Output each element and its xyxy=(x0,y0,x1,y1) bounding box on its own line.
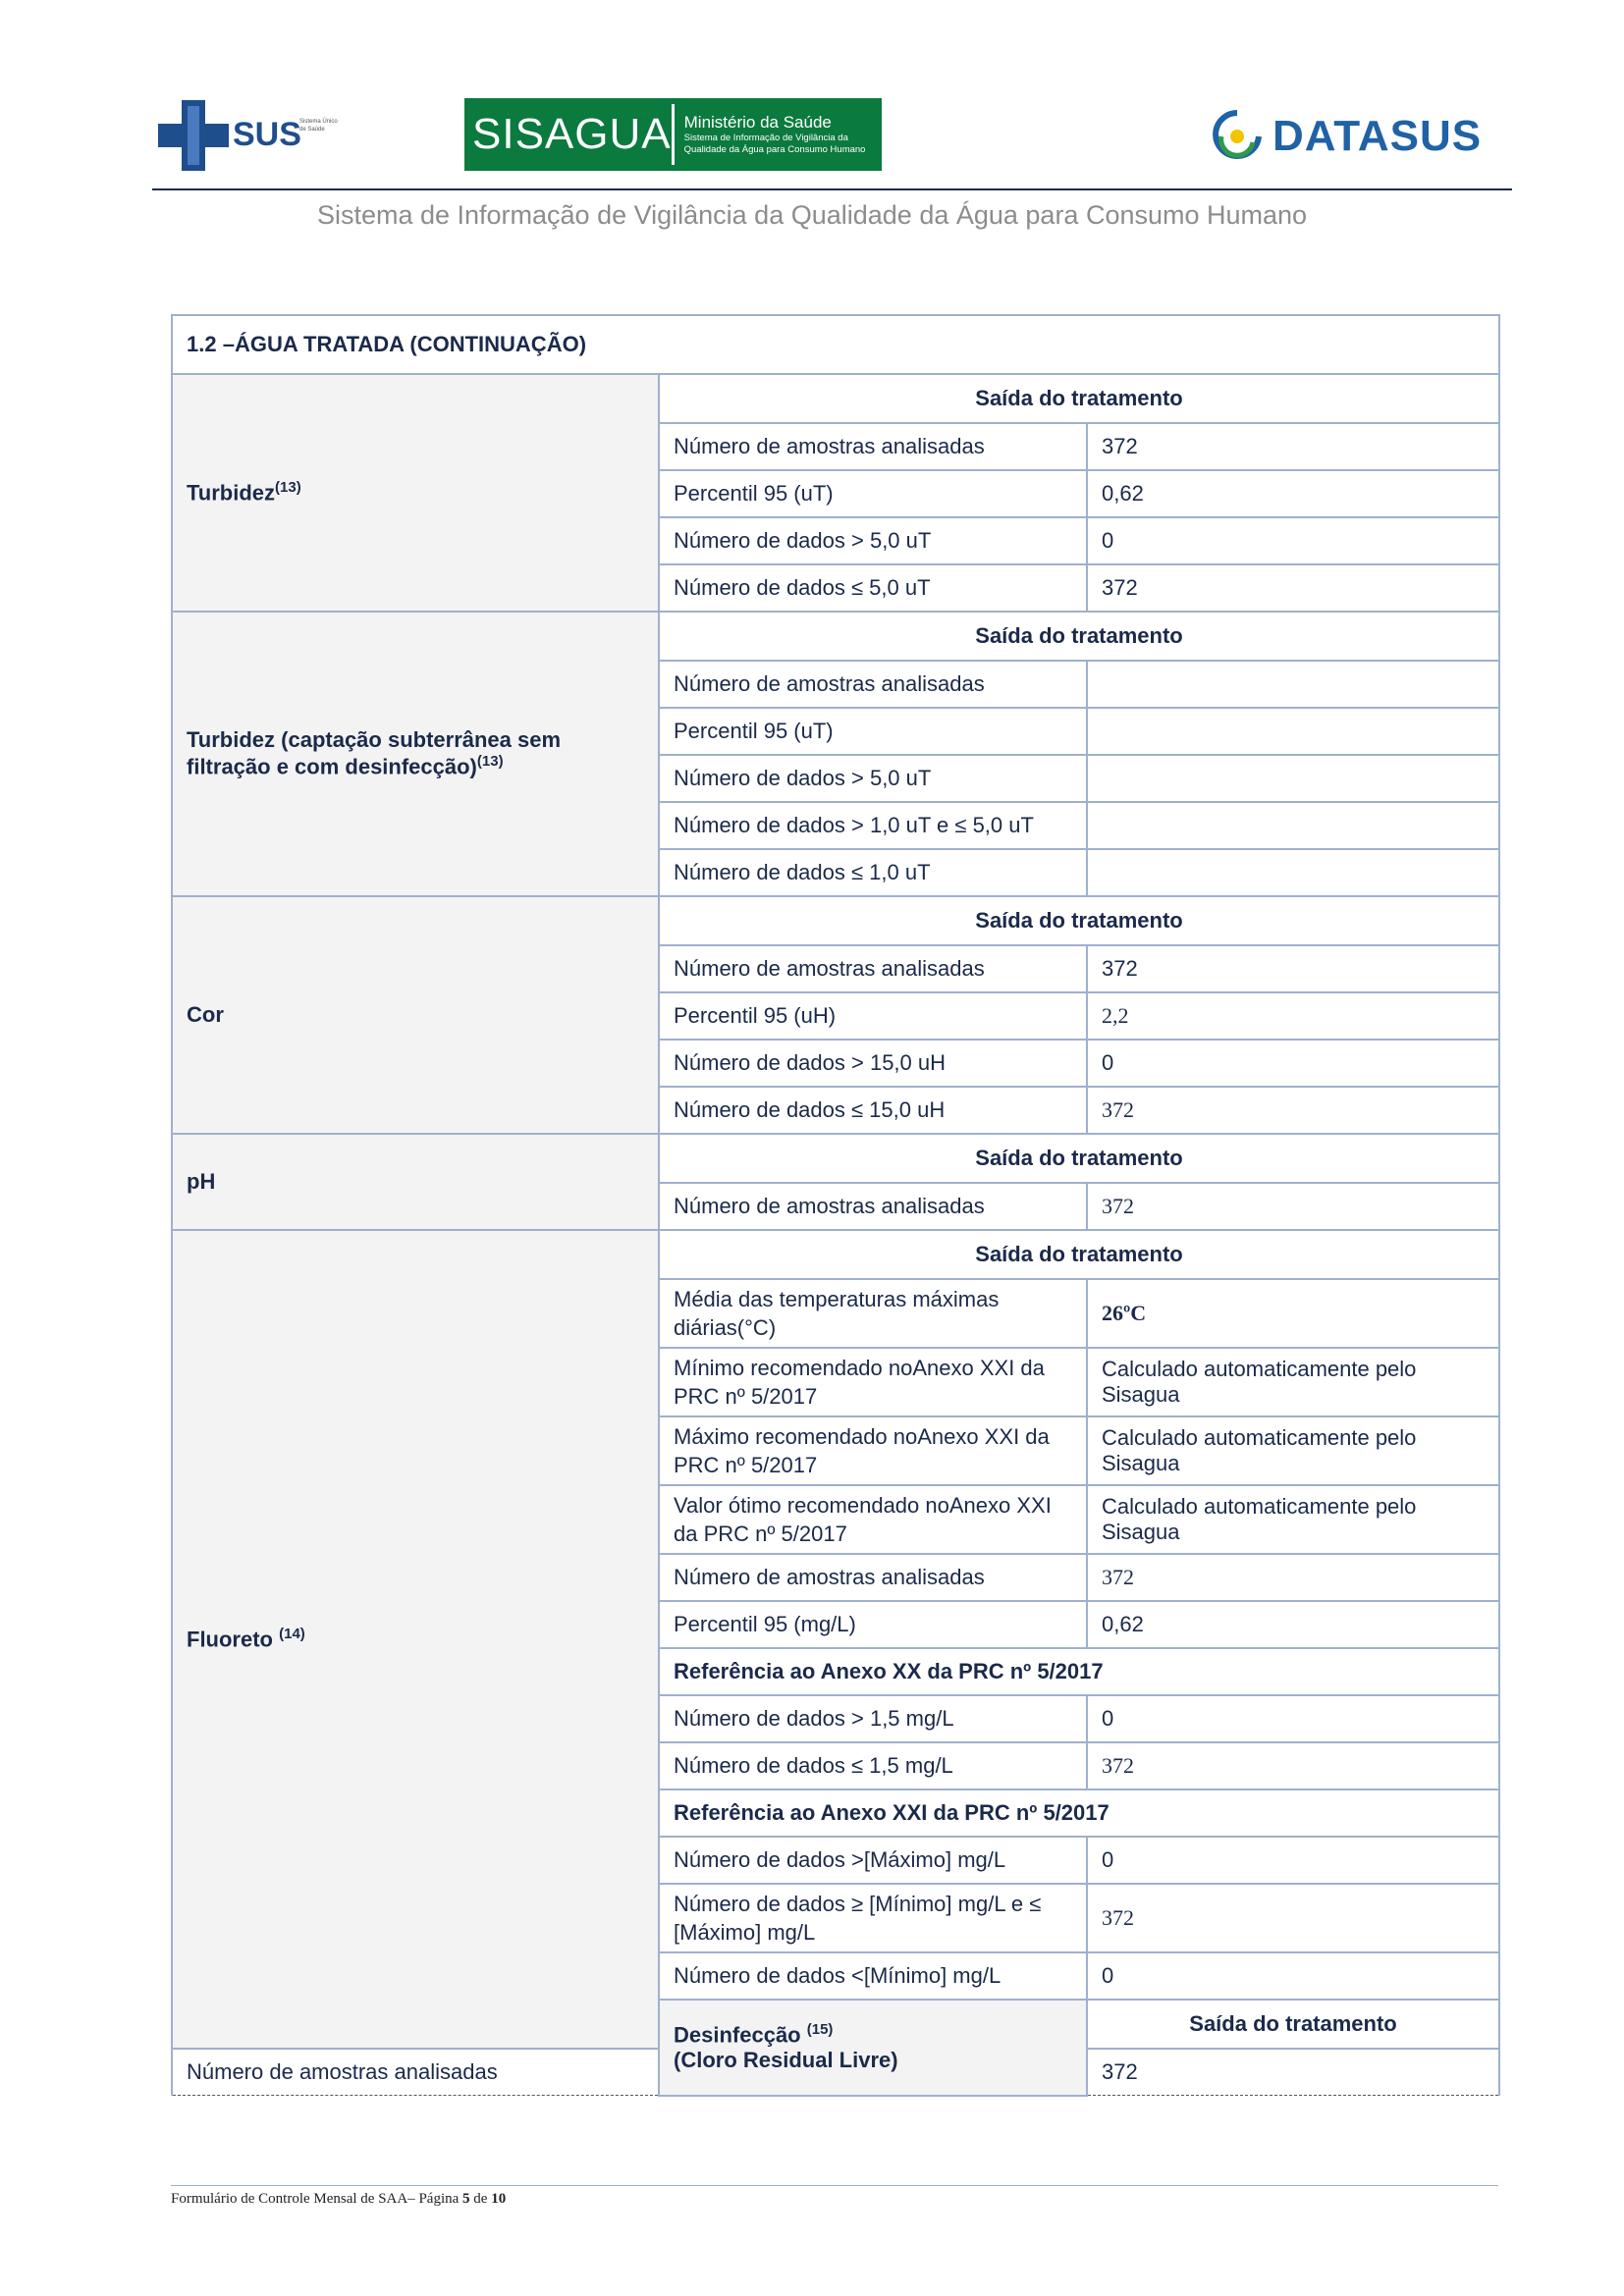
row-label: Número de dados > 5,0 uT xyxy=(659,755,1087,802)
row-value: Calculado automaticamente pelo Sisagua xyxy=(1087,1348,1499,1416)
datasus-swirl-icon xyxy=(1210,107,1265,166)
row-label: Número de amostras analisadas xyxy=(659,1183,1087,1230)
row-label: Mínimo recomendado noAnexo XXI da PRC nº 5/2017 xyxy=(659,1348,1087,1416)
row-label: Percentil 95 (uT) xyxy=(659,708,1087,755)
sus-logo-sub: Sistema Único de Saúde xyxy=(299,119,338,133)
param-fluoreto: Fluoreto $^{(14)}$ xyxy=(172,1230,659,2049)
row-value: 372 xyxy=(1087,1087,1499,1134)
param-desinfeccao: Desinfecção $^{(15)}$ (Cloro Residual Livre) xyxy=(659,2000,1087,2096)
sisagua-logo xyxy=(464,98,882,171)
row-value: 372 xyxy=(1087,2049,1499,2096)
row-value: 372 xyxy=(1087,1884,1499,1952)
row-label: Valor ótimo recomendado noAnexo XXI da PRC nº 5/2017 xyxy=(659,1485,1087,1554)
row-value xyxy=(1087,849,1499,896)
row-label: Máximo recomendado noAnexo XXI da PRC nº 5/2017 xyxy=(659,1416,1087,1485)
row-label: Número de dados > 15,0 uH xyxy=(659,1040,1087,1087)
datasus-word: DATASUS xyxy=(1272,112,1483,160)
row-label: Número de amostras analisadas xyxy=(659,423,1087,470)
row-value xyxy=(1087,708,1499,755)
row-label: Número de dados > 1,5 mg/L xyxy=(659,1695,1087,1742)
saida-header: Saída do tratamento xyxy=(659,1134,1499,1183)
page-footer: Formulário de Controle Mensal de SAA– Página 5 de 10 xyxy=(171,2191,507,2207)
row-value: 0 xyxy=(1087,1040,1499,1087)
row-value xyxy=(1087,755,1499,802)
water-quality-table xyxy=(171,314,1500,2097)
row-value: 372 xyxy=(1087,423,1499,470)
reference-anexo-xx: Referência ao Anexo XX da PRC nº 5/2017 xyxy=(659,1648,1499,1695)
row-label: Número de dados ≥ [Mínimo] mg/L e ≤ [Máximo] mg/L xyxy=(659,1884,1087,1952)
saida-header: Saída do tratamento xyxy=(659,896,1499,945)
sus-logo xyxy=(154,96,341,175)
row-label: Número de dados ≤ 15,0 uH xyxy=(659,1087,1087,1134)
datasus-logo xyxy=(1210,102,1494,171)
row-value: 26ºC xyxy=(1087,1279,1499,1348)
row-label: Número de dados >[Máximo] mg/L xyxy=(659,1837,1087,1884)
row-value: 372 xyxy=(1087,1742,1499,1789)
saida-header: Saída do tratamento xyxy=(659,1230,1499,1279)
saida-header: Saída do tratamento xyxy=(1087,2000,1499,2049)
row-value: 0,62 xyxy=(1087,1601,1499,1648)
row-value: 0 xyxy=(1087,1952,1499,2000)
row-label: Número de amostras analisadas xyxy=(659,661,1087,708)
param-turbidez-subterranea: Turbidez (captação subterrânea sem filtração e com desinfecção)$^{(13)}$ xyxy=(172,612,659,896)
row-label: Percentil 95 (uT) xyxy=(659,470,1087,517)
row-value: Calculado automaticamente pelo Sisagua xyxy=(1087,1485,1499,1554)
row-value xyxy=(1087,802,1499,849)
row-label: Percentil 95 (mg/L) xyxy=(659,1601,1087,1648)
footer-divider xyxy=(171,2185,1498,2186)
sisagua-sub: Sistema de Informação de Vigilância da Qualidade da Água para Consumo Humano xyxy=(683,133,866,155)
row-label: Número de dados <[Mínimo] mg/L xyxy=(659,1952,1087,2000)
row-label: Número de dados ≤ 1,0 uT xyxy=(659,849,1087,896)
saida-header: Saída do tratamento xyxy=(659,612,1499,661)
row-label: Número de amostras analisadas xyxy=(659,945,1087,992)
row-value xyxy=(1087,661,1499,708)
row-value: 2,2 xyxy=(1087,992,1499,1040)
sisagua-ministry: Ministério da Saúde xyxy=(683,113,832,132)
row-value: 372 xyxy=(1087,1554,1499,1601)
saida-header: Saída do tratamento xyxy=(659,374,1499,423)
row-label: Número de dados > 5,0 uT xyxy=(659,517,1087,564)
row-value: 372 xyxy=(1087,1183,1499,1230)
param-turbidez: Turbidez$^{(13)}$ xyxy=(172,374,659,612)
header-divider xyxy=(152,188,1512,190)
row-label: Número de dados ≤ 1,5 mg/L xyxy=(659,1742,1087,1789)
row-label: Percentil 95 (uH) xyxy=(659,992,1087,1040)
param-ph: pH xyxy=(172,1134,659,1230)
row-value: 372 xyxy=(1087,564,1499,612)
row-label: Número de amostras analisadas xyxy=(172,2049,659,2096)
sisagua-word: SISAGUA xyxy=(464,104,675,165)
row-value: 0 xyxy=(1087,1837,1499,1884)
row-label: Número de dados > 1,0 uT e ≤ 5,0 uT xyxy=(659,802,1087,849)
row-label: Número de dados ≤ 5,0 uT xyxy=(659,564,1087,612)
sus-logo-text: SUS xyxy=(233,116,301,153)
row-value: 0,62 xyxy=(1087,470,1499,517)
header-title: Sistema de Informação de Vigilância da Qualidade da Água para Consumo Humano xyxy=(316,200,1308,230)
row-label: Número de amostras analisadas xyxy=(659,1554,1087,1601)
row-value: 372 xyxy=(1087,945,1499,992)
row-value: 0 xyxy=(1087,1695,1499,1742)
row-value: Calculado automaticamente pelo Sisagua xyxy=(1087,1416,1499,1485)
row-value: 0 xyxy=(1087,517,1499,564)
param-cor: Cor xyxy=(172,896,659,1134)
row-label: Média das temperaturas máximas diárias(°C) xyxy=(659,1279,1087,1348)
section-title: 1.2 –ÁGUA TRATADA (CONTINUAÇÃO) xyxy=(172,315,1499,374)
reference-anexo-xxi: Referência ao Anexo XXI da PRC nº 5/2017 xyxy=(659,1789,1499,1837)
